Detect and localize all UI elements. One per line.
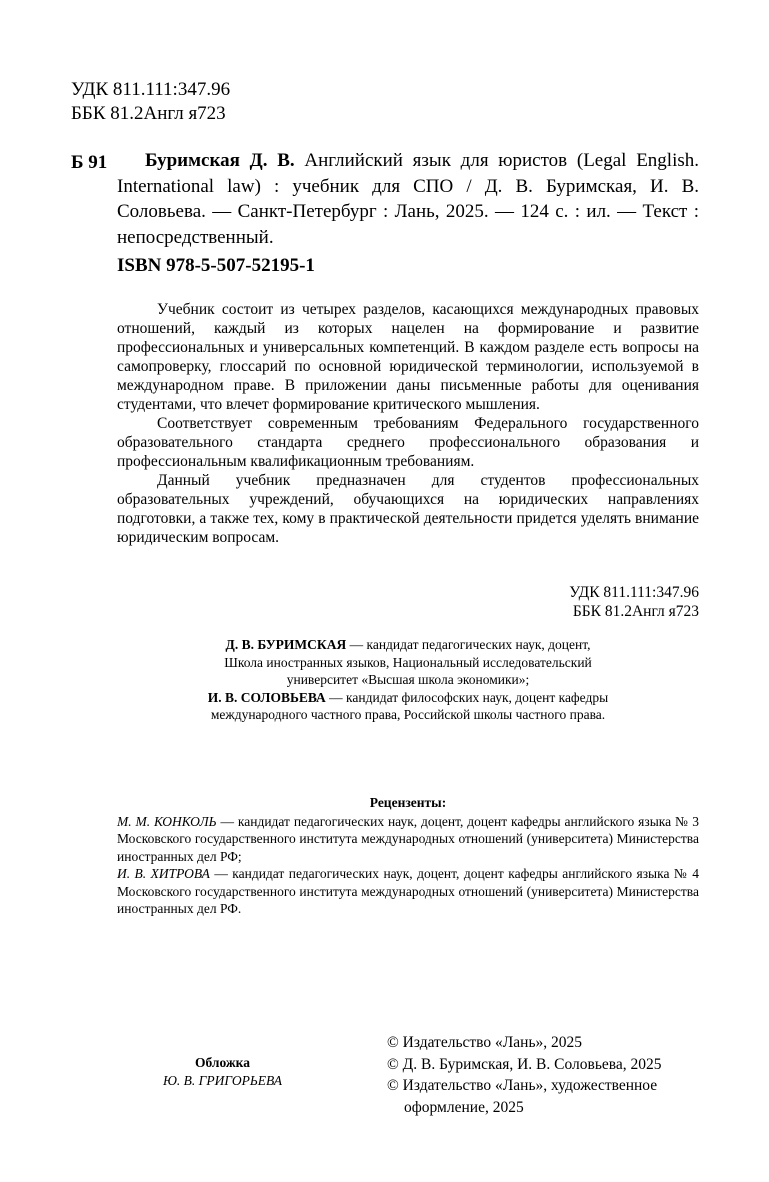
reviewers [117,794,699,918]
author-1-line-1: — кандидат педагогических наук, доцент, [346,637,591,652]
udk-code: УДК 811.111:347.96 [71,79,231,100]
copyright-line-2: © Д. В. Буримская, И. В. Соловьева, 2025 [387,1055,662,1073]
biblio-author: Буримская Д. В. [145,150,295,171]
author-1-line-2: Школа иностранных языков, Национальный исследовательский [224,654,592,670]
author-2-name: И. В. СОЛОВЬЕВА [207,689,326,705]
copyright-line-1: © Издательство «Лань», 2025 [387,1034,583,1051]
cover-header: Обложка [194,1055,250,1070]
reviewer-1-name: М. М. КОНКОЛЬ [117,813,217,829]
reviewer-2 [117,865,699,918]
annotation-paragraph-1: Учебник состоит из четырех разделов, касающихся международных правовых отношений, каждый из которых нацелен на формирование и развитие профессиональных и универсальных компетенций. В каждом разделе есть вопросы на самопроверку, глоссарий по основной юридической терминологии, используемой в международном праве. В приложении даны письменные работы для оценивания студентами, что влечет формирование критического мышления. [117,301,699,413]
reviewers-header: Рецензенты: [369,795,447,810]
copyright-line-3: © Издательство «Лань», художественное оформление, 2025 [387,1077,658,1116]
copyright-block [387,1032,687,1118]
bbk-code-right: ББК 81.2Англ я723 [572,603,699,620]
cover-credit [150,1054,295,1089]
author-2-line-2: международного частного права, Российской школы частного права. [210,707,606,722]
authors-info [117,636,699,724]
annotation-paragraph-3: Данный учебник предназначен для студентов профессиональных образовательных учреждений, обучающихся на юридических направлениях подготовки, а также тех, кому в практической деятельности придется уделять внимание юридическим вопросам. [117,472,699,546]
annotation-paragraph-2: Соответствует современным требованиям Федерального государственного образовательного стандарта среднего профессионального образования и профессиональным квалификационным требованиям. [117,415,699,470]
udk-code-right: УДК 811.111:347.96 [569,584,699,601]
bibliographic-record [117,148,699,250]
author-1-line-3: университет «Высшая школа экономики»; [286,672,530,687]
author-1 [117,636,699,654]
author-2-line-1: — кандидат философских наук, доцент кафедры [325,689,609,705]
author-1-name: Д. В. БУРИМСКАЯ [225,637,347,652]
annotation [117,300,699,547]
reviewer-1-text: — кандидат педагогических наук, доцент, доцент кафедры английского языка № 3 Московского государственного института международных отношений (университета) Министерства иностранных дел РФ; [117,813,699,864]
author-sign: Б 91 [71,152,108,173]
udk-bbk-top [71,78,230,126]
reviewer-2-text: — кандидат педагогических наук, доцент, доцент кафедры английского языка № 4 Московского государственного института международных отношений (университета) Министерства иностранных дел РФ. [117,866,699,916]
author-2 [117,689,699,707]
reviewer-2-name: И. В. ХИТРОВА [117,866,210,881]
udk-bbk-right [569,583,699,621]
isbn: ISBN 978-5-507-52195-1 [117,255,315,276]
biblio-description: Английский язык для юристов (Legal English. International law) : учебник для СПО / Д. В. Буримская, И. В. Соловьева. — Санкт-Петербург : Лань, 2025. — 124 с. : ил. — Текст : непосредственный. [117,150,699,248]
bbk-code: ББК 81.2Англ я723 [71,103,226,124]
cover-designer: Ю. В. ГРИГОРЬЕВА [162,1072,283,1088]
reviewer-1 [117,813,699,866]
